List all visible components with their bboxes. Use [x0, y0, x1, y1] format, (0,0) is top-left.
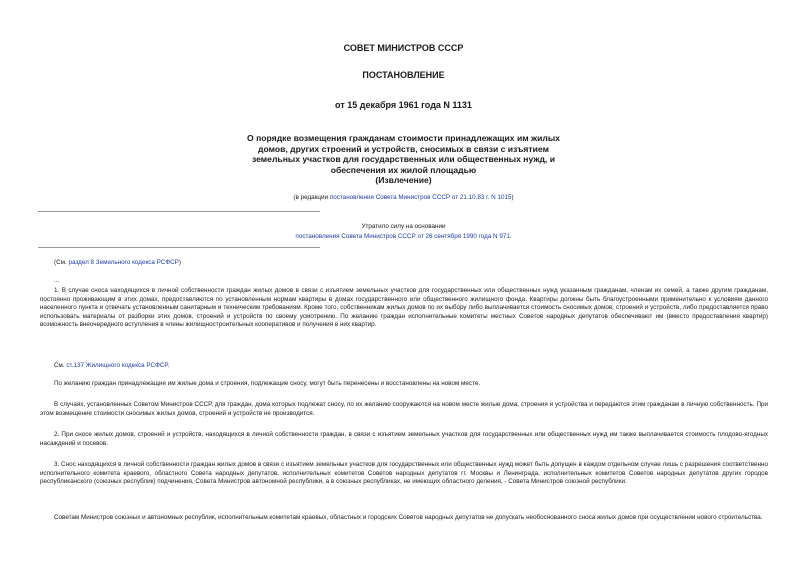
repeal-note	[0, 232, 807, 241]
paragraph-1-text: 1. В случае сноса находящихся в личной собственности граждан жилых домов в связи с изъятием земельных участков для государственных или общественных нужд указанным гражданам, членам их семей, а также другим гражданам, постоянно проживающим в этих домах, предоставляются по установленным нормам квартиры в домах государственного или общественного жилищного фонда. Квартиры должны быть благоустроенными применительно к условиям данного населенного пункта и отвечать установленным санитарным и техническим требованиям. Кроме того, собственникам жилых домов по их выбору либо выплачивается стоимость сносимых домов, строений и устройств, либо предоставляется право использовать материалы от разборки этих домов, строений и устройств по своему усмотрению. По желанию граждан исполнительные комитеты местных Советов народных депутатов обеспечивают им (вместо предоставления квартир) возможность внеочередного вступления в члены жилищностроительных кооперативов и получения в них квартир.	[40, 287, 768, 328]
title-line: О порядке возмещения гражданам стоимости принадлежащих им жилых	[247, 133, 560, 143]
edition-note	[0, 193, 807, 202]
paragraph-2-text: По желанию граждан принадлежащие им жилые дома и строения, подлежащие сносу, могут быть перенесены и восстановлены на новом месте.	[54, 380, 481, 387]
see-zk-suffix: )	[178, 259, 181, 266]
title-line: земельных участков для государственных или общественных нужд, и	[251, 154, 555, 165]
see-zhk-prefix: См.	[54, 362, 67, 369]
paragraph-5	[40, 461, 768, 487]
repeal-line1: Утратило силу на основании	[361, 223, 446, 230]
date-number-heading: от 15 декабря 1961 года N 1131	[335, 100, 472, 110]
paragraph-1	[40, 287, 768, 330]
paragraph-4	[40, 431, 768, 448]
ellipsis: ...	[54, 277, 60, 284]
edition-link[interactable]: постановления Совета Министров СССР от 21.10.83 г. N 1015	[329, 194, 512, 201]
see-zk-link[interactable]: раздел 8 Земельного кодекса РСФСР	[68, 259, 179, 266]
org-heading: СОВЕТ МИНИСТРОВ СССР	[343, 43, 464, 53]
paragraph-3	[40, 401, 768, 418]
title-line: (Извлечение)	[375, 175, 432, 186]
repeal-suffix: .	[509, 233, 512, 240]
title-line: обеспечения их жилой площадью	[330, 164, 477, 175]
document-title	[200, 133, 607, 186]
edition-suffix: )	[511, 194, 514, 201]
see-zk-note	[54, 258, 181, 267]
paragraph-3-text: В случаях, установленных Советом Министров СССР, для граждан, дома которых подлежат сносу, по их желанию сооружаются на новом месте жилые дома, строения и устройства и передаются этим гражданам в личную собственность. При этом возмещение стоимости сносимых жилых домов, строений и устройств не производится.	[40, 401, 768, 417]
see-zhk-suffix: .	[167, 362, 170, 369]
paragraph-5-text: 3. Снос находящихся в личной собственности граждан жилых домов в связи с изъятием земельных участков для государственных или общественных нужд может быть допущен в каждом отдельном случае лишь с разрешения соответственно исполнительного комитета краевого, областного Совета народных депутатов, исполнительных комитетов Советов народных депутатов гг. Москвы и Ленинграда, исполнительных комитетов Советов народных депутатов других городов республиканского (союзных республик) подчинения, Совета Министров автономной республики, а в союзных республиках, не имеющих областного деления, - Совета Министров союзной республики.	[40, 461, 768, 485]
see-zhk-note	[54, 361, 169, 370]
repeal-link[interactable]: постановления Совета Министров СССР от 26 сентября 1990 года N 971	[295, 233, 510, 240]
paragraph-2	[40, 380, 768, 389]
paragraph-4-text: 2. При сносе жилых домов, строений и устройств, находящихся в личной собственности граждан, в связи с изъятием земельных участков для государственных или общественных нужд им также выплачивается стоимость плодово-ягодных насаждений и посевов.	[40, 431, 768, 447]
divider	[38, 211, 320, 212]
doc-type-heading: ПОСТАНОВЛЕНИЕ	[362, 70, 445, 80]
paragraph-6-text: Советам Министров союзных и автономных республик, исполнительным комитетам краевых, областных и городских Советов народных депутатов не допускать необоснованного сноса жилых домов при осуществлении нового строительства.	[54, 514, 763, 521]
divider	[38, 247, 320, 248]
see-zk-prefix: (См.	[54, 259, 69, 266]
edition-prefix: (в редакции	[293, 194, 330, 201]
see-zhk-link[interactable]: ст.137 Жилищного кодекса РСФСР	[66, 362, 168, 369]
title-line: домов, других строений и устройств, сносимых в связи с изъятием	[258, 143, 549, 154]
paragraph-6	[40, 514, 768, 523]
